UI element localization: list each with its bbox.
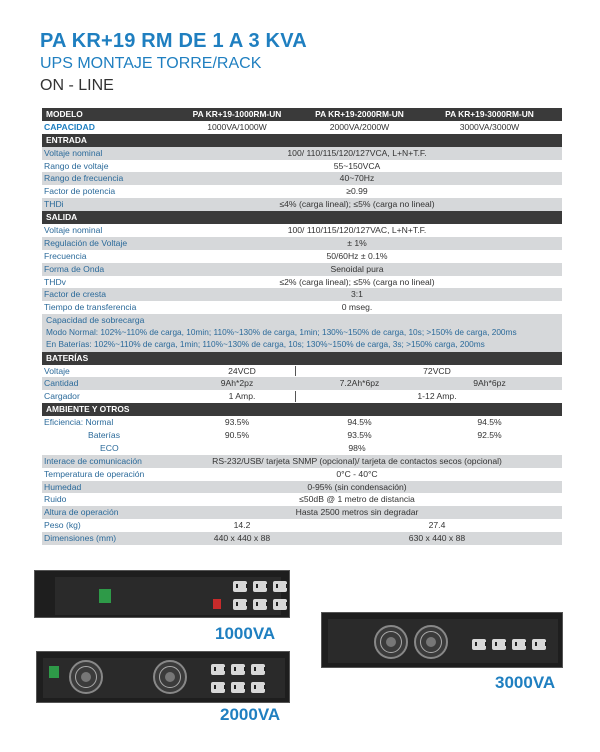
- table-row: [42, 185, 562, 198]
- table-row: [42, 506, 562, 519]
- dimensions-1k: 440 x 440 x 88: [213, 533, 271, 544]
- row-label: Forma de Onda: [44, 263, 105, 274]
- entrada-title: ENTRADA: [46, 134, 87, 145]
- outlet: [273, 581, 287, 592]
- table-row: [42, 276, 562, 289]
- table-row: [42, 237, 562, 250]
- outlet: [273, 599, 287, 610]
- overload-battery: En Baterías: 102%~110% de carga, 1min; 110%~130% de carga, 10s; 130%~150% de carga, 3s; >150% carga, 200ms: [46, 338, 485, 349]
- row-label: Regulación de Voltaje: [44, 237, 128, 248]
- battery-qty-2000: 7.2Ah*6pz: [339, 378, 380, 389]
- eff-battery-2000: 93.5%: [347, 429, 372, 440]
- row-label: Voltaje nominal: [44, 225, 103, 236]
- outlet: [253, 581, 267, 592]
- row-label: Humedad: [44, 481, 82, 492]
- row-value: 100/ 110/115/120/127VAC, L+N+T.F.: [287, 225, 427, 236]
- row-value: ≤50dB @ 1 metro de distancia: [299, 494, 415, 505]
- outlet: [512, 639, 526, 650]
- model-header-row: [42, 108, 562, 121]
- table-row: [42, 442, 562, 455]
- row-label: Cargador: [44, 391, 80, 402]
- ambiente-header: [42, 403, 562, 416]
- outlet: [211, 682, 225, 693]
- battery-voltage-1k: 24VCD: [228, 365, 256, 376]
- row-label: Temperatura de operación: [44, 468, 145, 479]
- table-row: [42, 481, 562, 494]
- outlet: [231, 682, 245, 693]
- row-value: 100/ 110/115/120/127VCA, L+N+T.F.: [287, 147, 427, 158]
- table-row: [42, 390, 562, 403]
- column-divider: [295, 366, 296, 377]
- salida-header: [42, 211, 562, 224]
- row-label: Rango de frecuencia: [44, 173, 124, 184]
- row-value: 3:1: [351, 289, 363, 300]
- weight-23k: 27.4: [428, 520, 446, 531]
- row-value: 50/60Hz ± 0.1%: [326, 250, 388, 261]
- terminal-block: [99, 589, 111, 603]
- eff-battery-3000: 92.5%: [477, 429, 502, 440]
- table-row: [42, 198, 562, 211]
- baterias-title: BATERÍAS: [46, 352, 89, 363]
- row-label: Rango de voltaje: [44, 160, 109, 171]
- fan-icon: [374, 625, 408, 659]
- row-label: Interace de comunicación: [44, 455, 142, 466]
- table-row: [42, 147, 562, 160]
- table-row: [42, 263, 562, 276]
- row-value: ≤2% (carga lineal); ≤5% (carga no lineal): [279, 276, 435, 287]
- row-label: Voltaje nominal: [44, 147, 103, 158]
- salida-title: SALIDA: [46, 212, 78, 223]
- outlet: [253, 599, 267, 610]
- mode-label: ON - LINE: [40, 77, 114, 94]
- outlet: [472, 639, 486, 650]
- table-row: [42, 365, 562, 378]
- page-subtitle: UPS MONTAJE TORRE/RACK: [40, 55, 262, 72]
- model-label: MODELO: [46, 109, 83, 119]
- model-3000: PA KR+19-3000RM-UN: [445, 109, 534, 119]
- table-row: [42, 301, 562, 314]
- charger-1k: 1 Amp.: [228, 391, 256, 402]
- ups-2000va-image: [36, 651, 290, 703]
- eff-normal-3000: 94.5%: [477, 417, 502, 428]
- outlet: [251, 682, 265, 693]
- row-value: 40~70Hz: [339, 173, 375, 184]
- capacity-label: CAPACIDAD: [44, 121, 95, 132]
- baterias-header: [42, 352, 562, 365]
- row-value: 0-95% (sin condensación): [307, 481, 407, 492]
- table-row: [42, 416, 562, 429]
- column-divider: [295, 391, 296, 402]
- table-row: [42, 519, 562, 532]
- table-row: [42, 250, 562, 263]
- battery-qty-3000: 9Ah*6pz: [473, 378, 506, 389]
- dimensions-23k: 630 x 440 x 88: [408, 533, 466, 544]
- eff-battery-1000: 90.5%: [224, 429, 250, 440]
- row-label: THDi: [44, 199, 64, 210]
- table-row: [42, 468, 562, 481]
- capacity-2000: 2000VA/2000W: [329, 121, 390, 132]
- ups-3000va-image: [321, 612, 563, 668]
- page-title: PA KR+19 RM DE 1 A 3 KVA: [40, 30, 307, 52]
- row-label: Altura de operación: [44, 507, 119, 518]
- power-switch: [213, 599, 221, 609]
- spec-table: [42, 108, 562, 545]
- ups-1000va-image: [34, 570, 290, 618]
- capacity-row: [42, 121, 562, 134]
- ambiente-title: AMBIENTE Y OTROS: [46, 404, 130, 415]
- table-row: [42, 429, 562, 442]
- table-row: [42, 160, 562, 173]
- table-row: [42, 377, 562, 390]
- row-value: ≥0.99: [346, 186, 368, 197]
- capacity-1000: 1000VA/1000W: [207, 121, 267, 132]
- fan-icon: [153, 660, 187, 694]
- row-label: Eficiencia: Normal: [44, 417, 114, 428]
- model-1000: PA KR+19-1000RM-UN: [192, 109, 282, 119]
- outlet: [492, 639, 506, 650]
- overload-row: [42, 314, 562, 351]
- table-row: [42, 493, 562, 506]
- row-value: RS-232/USB/ tarjeta SNMP (opcional)/ tarjeta de contactos secos (opcional): [212, 455, 502, 466]
- row-label: Frecuencia: [44, 250, 87, 261]
- outlet: [532, 639, 546, 650]
- row-value: ≤4% (carga lineal); ≤5% (carga no lineal): [279, 199, 435, 210]
- table-row: [42, 455, 562, 468]
- table-row: [42, 532, 562, 545]
- row-value: 0 mseg.: [341, 302, 373, 313]
- terminal-block: [49, 666, 59, 678]
- outlet: [231, 664, 245, 675]
- capacity-3000: 3000VA/3000W: [459, 121, 520, 132]
- outlet: [251, 664, 265, 675]
- label-3000va: 3000VA: [495, 673, 556, 692]
- battery-qty-1000: 9Ah*2pz: [220, 378, 254, 389]
- row-value: Hasta 2500 metros sin degradar: [295, 507, 419, 518]
- battery-voltage-23k: 72VCD: [423, 365, 451, 376]
- fan-icon: [414, 625, 448, 659]
- label-2000va: 2000VA: [220, 705, 281, 724]
- fan-icon: [69, 660, 103, 694]
- eff-normal-1000: 93.5%: [224, 417, 250, 428]
- row-value: Senoidal pura: [330, 263, 384, 274]
- outlet: [233, 581, 247, 592]
- row-label: Cantidad: [44, 378, 79, 389]
- overload-normal: Modo Normal: 102%~110% de carga, 10min; 110%~130% de carga, 1min; 130%~150% de carga, 10s; >150% de carga, 200ms: [46, 327, 517, 338]
- ups-panel: [55, 577, 281, 615]
- row-label: THDv: [44, 276, 66, 287]
- table-row: [42, 172, 562, 185]
- eco-value: 98%: [348, 442, 366, 453]
- row-label: Baterías: [88, 429, 121, 440]
- row-label: Dimensiones (mm): [44, 533, 117, 544]
- row-value: 0°C - 40°C: [336, 468, 378, 479]
- entrada-header: [42, 134, 562, 147]
- table-row: [42, 288, 562, 301]
- outlet: [233, 599, 247, 610]
- label-1000va: 1000VA: [215, 624, 276, 643]
- overload-label: Capacidad de sobrecarga: [46, 315, 145, 326]
- row-label: Peso (kg): [44, 520, 81, 531]
- outlet: [211, 664, 225, 675]
- charger-23k: 1-12 Amp.: [417, 391, 457, 402]
- row-label: Factor de potencia: [44, 186, 116, 197]
- table-row: [42, 224, 562, 237]
- row-label: Ruido: [44, 494, 67, 505]
- row-label: Tiempo de transferencia: [44, 302, 137, 313]
- row-label: Factor de cresta: [44, 289, 107, 300]
- row-value: ± 1%: [347, 237, 367, 248]
- row-label: Voltaje: [44, 365, 70, 376]
- eff-normal-2000: 94.5%: [347, 417, 372, 428]
- model-2000: PA KR+19-2000RM-UN: [315, 109, 404, 119]
- row-label: ECO: [100, 442, 119, 453]
- row-value: 55~150VCA: [333, 160, 381, 171]
- weight-1k: 14.2: [233, 520, 251, 531]
